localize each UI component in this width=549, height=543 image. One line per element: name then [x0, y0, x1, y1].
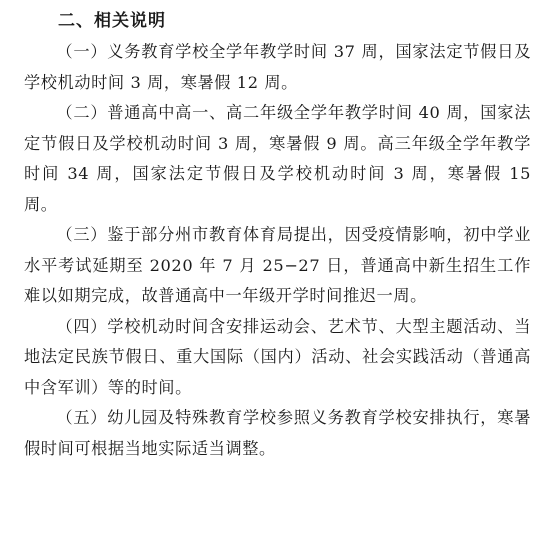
- paragraph-2: （二）普通高中高一、高二年级全学年教学时间 40 周，国家法定节假日及学校机动时间 3 周，寒暑假 9 周。高三年级全学年教学时间 34 周，国家法定节假日及学校机动时间 3 周，寒暑假 15 周。: [24, 103, 531, 214]
- paragraph-4: （四）学校机动时间含安排运动会、艺术节、大型主题活动、当地法定民族节假日、重大国际（国内）活动、社会实践活动（普通高中含军训）等的时间。: [24, 316, 531, 397]
- section-heading: 二、相关说明: [58, 11, 166, 31]
- paragraph-5: （五）幼儿园及特殊教育学校参照义务教育学校安排执行，寒暑假时间可根据当地实际适当调整。: [24, 408, 531, 458]
- paragraph-1: （一）义务教育学校全学年教学时间 37 周，国家法定节假日及学校机动时间 3 周，寒暑假 12 周。: [24, 42, 531, 92]
- paragraph-3: （三）鉴于部分州市教育体育局提出，因受疫情影响，初中学业水平考试延期至 2020 年 7 月 25−27 日，普通高中新生招生工作难以如期完成，故普通高中一年级开学时间推迟一周。: [24, 225, 531, 305]
